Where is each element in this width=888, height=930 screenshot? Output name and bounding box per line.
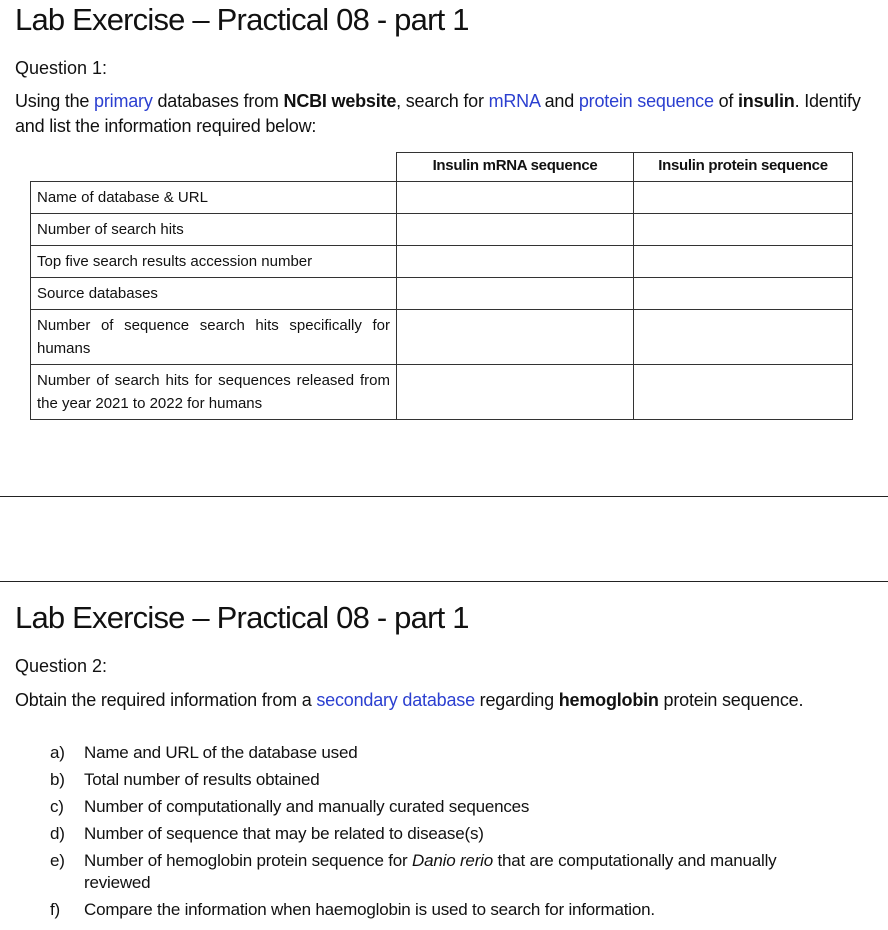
insulin-info-table bbox=[30, 152, 853, 420]
row-label: Number of search hits for sequences released from the year 2021 to 2022 for humans bbox=[31, 365, 397, 420]
list-text: Compare the information when haemoglobin is used to search for information. bbox=[84, 900, 655, 919]
protein-cell[interactable] bbox=[634, 365, 853, 420]
list-item bbox=[50, 823, 830, 845]
list-marker: d) bbox=[50, 824, 65, 843]
list-text: Name and URL of the database used bbox=[84, 743, 358, 762]
text: of bbox=[713, 91, 738, 111]
slide-divider bbox=[0, 581, 888, 582]
protein-cell[interactable] bbox=[634, 246, 853, 278]
secondary-keyword: secondary database bbox=[316, 690, 475, 710]
list-item bbox=[50, 899, 830, 921]
row-label: Name of database & URL bbox=[31, 182, 397, 214]
table-row bbox=[31, 214, 853, 246]
list-marker: c) bbox=[50, 797, 64, 816]
mrna-keyword: mRNA bbox=[488, 91, 540, 111]
mrna-cell[interactable] bbox=[397, 310, 634, 365]
list-text: Number of computationally and manually curated sequences bbox=[84, 797, 530, 816]
insulin-keyword: insulin bbox=[737, 91, 795, 111]
list-item bbox=[50, 769, 830, 791]
list-item bbox=[50, 796, 830, 818]
list-marker: a) bbox=[50, 743, 65, 762]
question-2-list bbox=[50, 742, 830, 926]
list-item bbox=[50, 742, 830, 764]
row-label: Top five search results accession number bbox=[31, 246, 397, 278]
mrna-cell[interactable] bbox=[397, 246, 634, 278]
question-2-text bbox=[15, 688, 875, 713]
header-blank bbox=[31, 153, 397, 182]
text: Obtain the required information from a bbox=[15, 690, 317, 710]
list-text: Total number of results obtained bbox=[84, 770, 320, 789]
mrna-cell[interactable] bbox=[397, 214, 634, 246]
text: databases from bbox=[152, 91, 284, 111]
slide1-title: Lab Exercise – Practical 08 - part 1 bbox=[15, 2, 469, 37]
primary-keyword: primary bbox=[94, 91, 153, 111]
mrna-cell[interactable] bbox=[397, 278, 634, 310]
ncbi-keyword: NCBI website bbox=[283, 91, 397, 111]
question-1-text bbox=[15, 89, 875, 139]
text: regarding bbox=[474, 690, 559, 710]
text: Number of hemoglobin protein sequence for bbox=[84, 851, 413, 870]
row-label: Number of sequence search hits specifically for humans bbox=[31, 310, 397, 365]
protein-cell[interactable] bbox=[634, 182, 853, 214]
protein-keyword: protein sequence bbox=[578, 91, 714, 111]
list-marker: f) bbox=[50, 900, 60, 919]
list-marker: e) bbox=[50, 851, 65, 870]
list-marker: b) bbox=[50, 770, 65, 789]
table-row bbox=[31, 182, 853, 214]
row-label: Number of search hits bbox=[31, 214, 397, 246]
text: Using the bbox=[15, 91, 95, 111]
slide-divider bbox=[0, 496, 888, 497]
question-1-label: Question 1: bbox=[15, 58, 108, 78]
question-2-label: Question 2: bbox=[15, 656, 108, 676]
text: protein sequence. bbox=[658, 690, 804, 710]
table-row bbox=[31, 310, 853, 365]
mrna-cell[interactable] bbox=[397, 182, 634, 214]
row-label: Source databases bbox=[31, 278, 397, 310]
header-mrna: Insulin mRNA sequence bbox=[397, 153, 634, 182]
table-header-row bbox=[31, 153, 853, 182]
list-text: Number of sequence that may be related to disease(s) bbox=[84, 824, 484, 843]
species-name: Danio rerio bbox=[412, 851, 493, 870]
table-row bbox=[31, 246, 853, 278]
table-row bbox=[31, 365, 853, 420]
header-protein: Insulin protein sequence bbox=[634, 153, 853, 182]
text: that are computationally and manually reviewed bbox=[84, 851, 777, 892]
mrna-cell[interactable] bbox=[397, 365, 634, 420]
list-item bbox=[50, 850, 830, 894]
hemoglobin-keyword: hemoglobin bbox=[558, 690, 659, 710]
text: and bbox=[539, 91, 579, 111]
protein-cell[interactable] bbox=[634, 214, 853, 246]
list-text bbox=[84, 850, 830, 894]
protein-cell[interactable] bbox=[634, 278, 853, 310]
text: . Identify and list the information required below: bbox=[15, 91, 861, 136]
text: , search for bbox=[396, 91, 489, 111]
protein-cell[interactable] bbox=[634, 310, 853, 365]
slide2-title: Lab Exercise – Practical 08 - part 1 bbox=[15, 600, 469, 635]
table-row bbox=[31, 278, 853, 310]
